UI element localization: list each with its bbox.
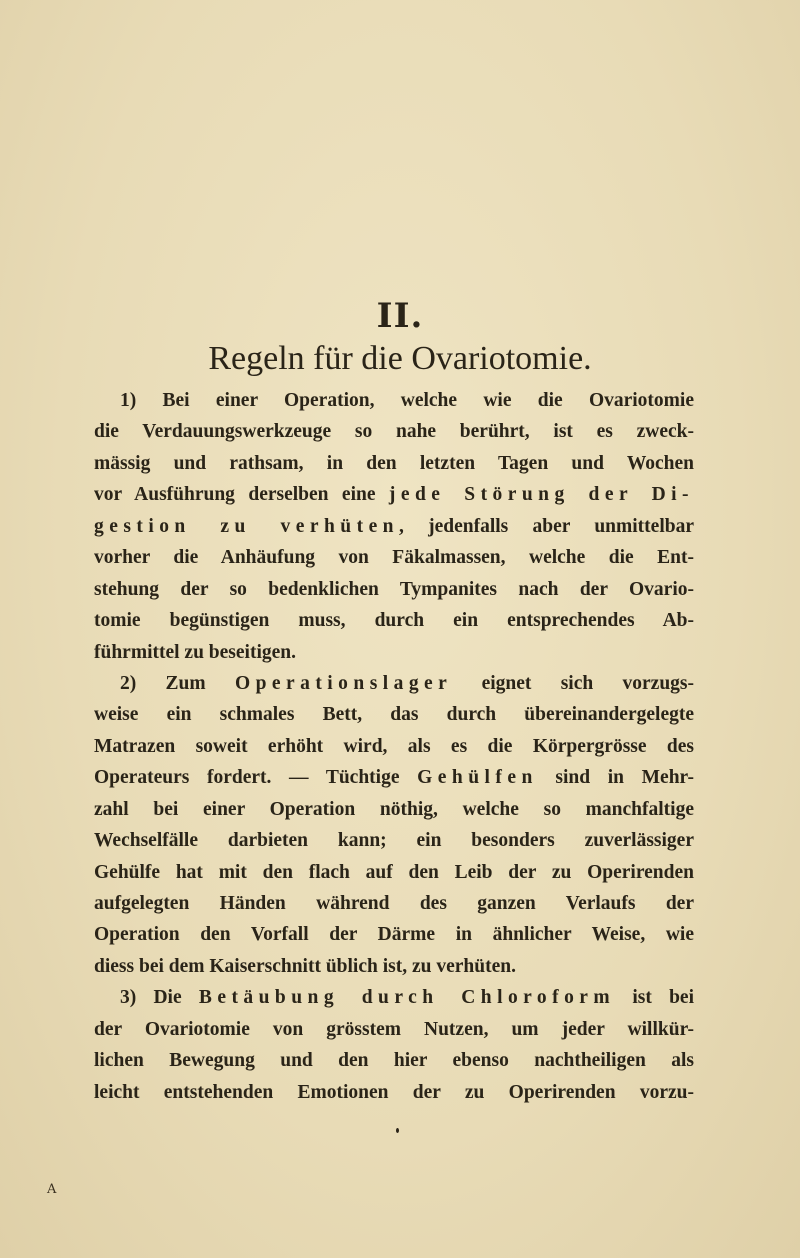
text-line: aufgelegten Händen während des ganzen Verlaufs der — [94, 893, 694, 914]
text-line: führmittel zu beseitigen. — [94, 641, 297, 663]
text-line: lichen Bewegung und den hier ebenso nachtheiligen als — [94, 1050, 694, 1072]
emphasis-text: gestion zu verhüten — [94, 515, 399, 537]
text-segment: vor Ausführung derselben eine — [94, 484, 389, 506]
text-line: Operation den Vorfall der Därme in ähnlicher Weise, wie — [94, 924, 694, 946]
text-line: mässig und rathsam, in den letzten Tagen und Wochen — [94, 452, 694, 474]
emphasis-text: Operationslager — [234, 672, 453, 694]
emphasis-text: Betäubung durch Chloroform — [198, 987, 616, 1009]
text-segment: eignet sich vorzugs- — [452, 672, 695, 694]
text-line — [94, 668, 694, 699]
text-line — [94, 762, 694, 793]
text-line: diess bei dem Kaiserschnitt üblich ist, zu verhüten. — [94, 955, 516, 977]
text-segment: 3) Die — [120, 987, 199, 1009]
text-line — [94, 479, 694, 510]
section-number: II. — [376, 296, 424, 336]
text-line: stehung der so bedenklichen Tympanites nach der Ovario- — [94, 578, 694, 600]
text-segment: , jedenfalls aber unmittelbar — [398, 515, 694, 537]
text-line: leicht entstehenden Emotionen der zu Operirenden vorzu- — [94, 1081, 694, 1103]
emphasis-text: Gehülfen — [417, 767, 538, 789]
text-segment: sind in Mehr- — [537, 767, 694, 789]
chapter-title: Regeln für die Ovariotomie. — [208, 340, 592, 377]
text-line: weise ein schmales Bett, das durch übereinandergelegte — [94, 704, 694, 726]
text-segment: 2) Zum — [120, 672, 235, 694]
text-segment: Operateurs fordert. — Tüchtige — [94, 767, 418, 789]
text-line: Wechselfälle darbieten kann; ein besonders zuverlässiger — [94, 830, 694, 852]
text-line — [94, 982, 694, 1013]
ink-dot — [396, 1128, 399, 1133]
text-line: der Ovariotomie von grösstem Nutzen, um jeder willkür- — [94, 1018, 694, 1040]
text-line: Gehülfe hat mit den flach auf den Leib der zu Operirenden — [94, 861, 694, 883]
text-line — [94, 511, 694, 542]
text-line: die Verdauungswerkzeuge so nahe berührt, ist es zweck- — [94, 421, 694, 443]
text-line: zahl bei einer Operation nöthig, welche so manchfaltige — [94, 798, 694, 820]
text-segment: ist bei — [615, 987, 695, 1009]
body-text — [94, 385, 694, 1108]
emphasis-text: jede Störung der Di- — [388, 484, 694, 506]
text-line: 1) Bei einer Operation, welche wie die Ovariotomie — [120, 390, 694, 411]
text-line: tomie begünstigen muss, durch ein entsprechendes Ab- — [94, 610, 694, 632]
text-line: vorher die Anhäufung von Fäkalmassen, welche die Ent- — [94, 547, 694, 569]
text-line: Matrazen soweit erhöht wird, als es die Körpergrösse des — [94, 735, 694, 757]
corner-mark: A — [47, 1182, 57, 1197]
